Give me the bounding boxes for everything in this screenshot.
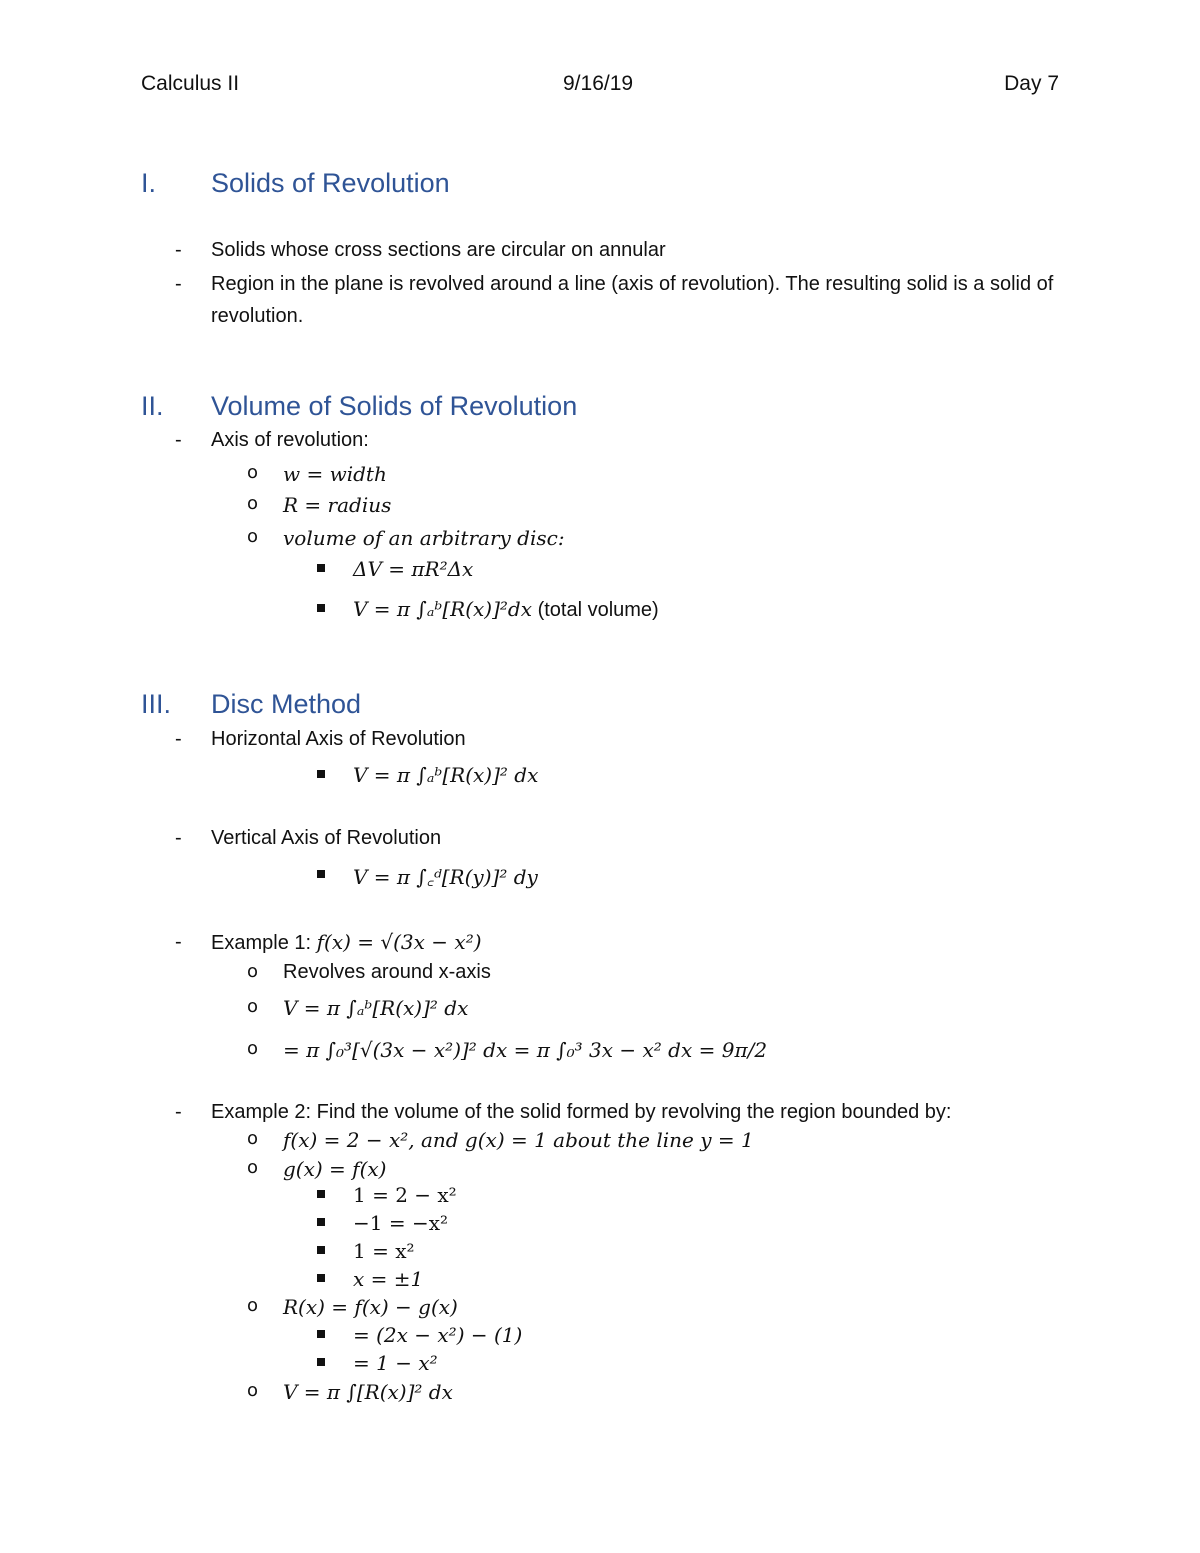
circle-bullet: o bbox=[247, 1038, 259, 1059]
square-bullet bbox=[317, 1190, 325, 1198]
math-formula: g(x) = f(x) bbox=[283, 1157, 387, 1181]
section-heading-2 bbox=[141, 391, 577, 422]
math-formula: x = ±1 bbox=[353, 1267, 424, 1291]
bullet-text: Axis of revolution: bbox=[211, 429, 369, 451]
square-bullet bbox=[317, 1246, 325, 1254]
formula-note: (total volume) bbox=[537, 599, 659, 621]
dash-bullet: - bbox=[175, 1101, 182, 1123]
math-formula: R(x) = f(x) − g(x) bbox=[283, 1295, 458, 1319]
math-formula: f(x) = √(3x − x²) bbox=[316, 930, 482, 954]
section-number: II. bbox=[141, 391, 164, 421]
dash-bullet: - bbox=[175, 827, 182, 849]
math-text: w = width bbox=[283, 462, 387, 486]
math-formula: 1 = 2 − x² bbox=[353, 1183, 457, 1207]
section-heading-3 bbox=[141, 689, 361, 720]
header-day: Day 7 bbox=[1004, 72, 1059, 95]
circle-bullet: o bbox=[247, 1295, 259, 1316]
circle-bullet: o bbox=[247, 462, 259, 483]
example-label: Example 2: Find the volume of the solid formed by revolving the region bounded by: bbox=[211, 1101, 952, 1123]
bullet-text: Vertical Axis of Revolution bbox=[211, 827, 442, 849]
math-text: R = radius bbox=[283, 493, 392, 517]
math-text: volume of an arbitrary disc: bbox=[283, 526, 565, 550]
math-formula: ΔV = πR²Δx bbox=[353, 557, 474, 581]
square-bullet bbox=[317, 1274, 325, 1282]
math-formula: f(x) = 2 − x², and g(x) = 1 about the line y = 1 bbox=[283, 1128, 754, 1152]
math-formula: V = π ∫[R(x)]² dx bbox=[283, 1380, 453, 1404]
math-formula: V = π ∫ₐᵇ[R(x)]² dx bbox=[353, 763, 539, 787]
square-bullet bbox=[317, 1358, 325, 1366]
square-bullet bbox=[317, 604, 325, 612]
dash-bullet: - bbox=[175, 931, 182, 953]
math-formula: V = π ∫ₐᵇ[R(x)]² dx bbox=[283, 996, 469, 1020]
math-formula: = π ∫₀³[√(3x − x²)]² dx = π ∫₀³ 3x − x² dx = 9π/2 bbox=[283, 1038, 768, 1062]
bullet-text: Solids whose cross sections are circular on annular bbox=[211, 239, 666, 261]
math-formula: = (2x − x²) − (1) bbox=[353, 1323, 523, 1347]
section-number: III. bbox=[141, 689, 172, 719]
header-course: Calculus II bbox=[141, 72, 240, 95]
circle-bullet: o bbox=[247, 1128, 259, 1149]
dash-bullet: - bbox=[175, 273, 182, 295]
section-title: Solids of Revolution bbox=[211, 168, 450, 198]
section-title: Volume of Solids of Revolution bbox=[211, 391, 578, 421]
math-formula: = 1 − x² bbox=[353, 1351, 438, 1375]
square-bullet bbox=[317, 1330, 325, 1338]
math-formula: −1 = −x² bbox=[353, 1211, 449, 1235]
circle-bullet: o bbox=[247, 1380, 259, 1401]
circle-bullet: o bbox=[247, 493, 259, 514]
item-text: Revolves around x-axis bbox=[283, 961, 491, 983]
example-label: Example 1: bbox=[211, 932, 312, 954]
circle-bullet: o bbox=[247, 526, 259, 547]
square-bullet bbox=[317, 870, 325, 878]
header-date: 9/16/19 bbox=[563, 72, 634, 95]
dash-bullet: - bbox=[175, 429, 182, 451]
math-formula: 1 = x² bbox=[353, 1239, 415, 1263]
math-formula: V = π ∫ₐᵇ[R(x)]²dx bbox=[353, 597, 532, 621]
circle-bullet: o bbox=[247, 961, 259, 982]
dash-bullet: - bbox=[175, 728, 182, 750]
bullet-text: Horizontal Axis of Revolution bbox=[211, 728, 466, 750]
circle-bullet: o bbox=[247, 1157, 259, 1178]
square-bullet bbox=[317, 564, 325, 572]
square-bullet bbox=[317, 770, 325, 778]
math-formula: V = π ∫꜀ᵈ[R(y)]² dy bbox=[353, 865, 538, 889]
circle-bullet: o bbox=[247, 996, 259, 1017]
dash-bullet: - bbox=[175, 239, 182, 261]
section-number: I. bbox=[141, 168, 157, 198]
square-bullet bbox=[317, 1218, 325, 1226]
section-title: Disc Method bbox=[211, 689, 362, 719]
bullet-text: Region in the plane is revolved around a line (axis of revolution). The resulting solid is a solid of revolution. bbox=[211, 273, 1054, 327]
section-heading-1 bbox=[141, 168, 450, 199]
